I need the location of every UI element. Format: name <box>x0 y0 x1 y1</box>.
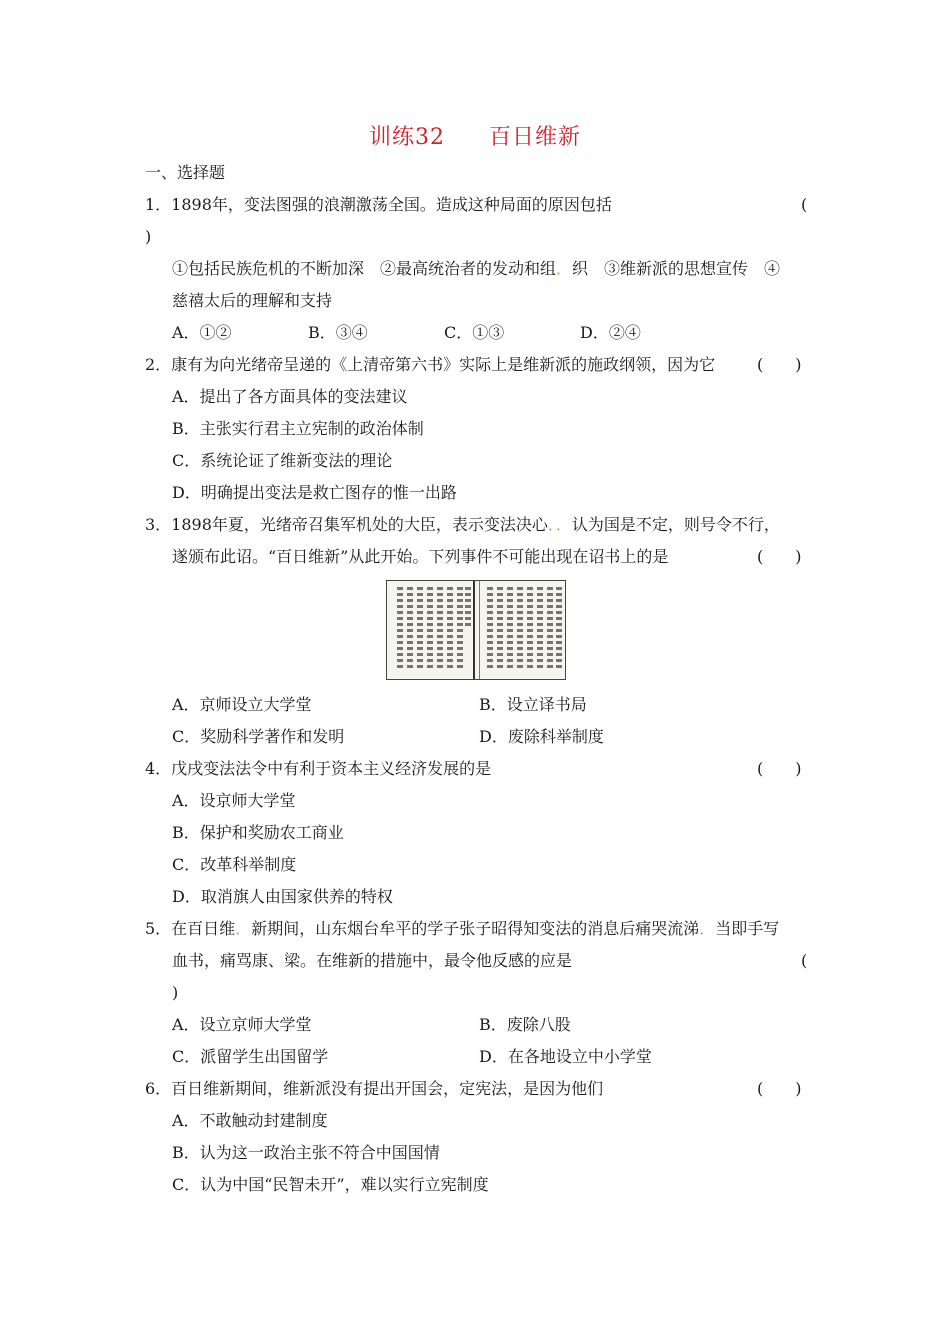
q1-option-b[interactable]: B．③④ <box>308 323 368 342</box>
q6-stem: 6．百日维新期间，维新派没有提出开国会，定宪法，是因为他们 <box>145 1079 604 1098</box>
q6-option-b[interactable]: B．认为这一政治主张不符合中国国情 <box>172 1143 440 1162</box>
title-topic: 百日维新 <box>488 125 581 150</box>
title-number: 训练32 <box>368 125 445 150</box>
q4-option-b[interactable]: B．保护和奖励农工商业 <box>172 823 344 842</box>
q4-paren: ( ) <box>757 759 802 778</box>
q3-paren: ( ) <box>757 547 802 566</box>
q5-option-b[interactable]: B．废除八股 <box>479 1015 571 1034</box>
ocr-mark: ．． <box>547 515 572 534</box>
q5-paren-close: ) <box>172 983 179 1002</box>
q3-option-a[interactable]: A．京师设立大学堂 <box>172 695 312 714</box>
q3-stem-line1: 3．1898年夏，光绪帝召集军机处的大臣，表示变法决心．．认为国是不定，则号令不行， <box>145 515 780 534</box>
q4-option-c[interactable]: C．改革科举制度 <box>172 855 297 874</box>
q1-option-d[interactable]: D．②④ <box>580 323 641 342</box>
q1-paren-open: ( <box>801 195 808 214</box>
q2-stem: 2．康有为向光绪帝呈递的《上清帝第六书》实际上是维新派的施政纲领，因为它 <box>145 355 716 374</box>
q2-option-c[interactable]: C．系统论证了维新变法的理论 <box>172 451 393 470</box>
q1-option-a[interactable]: A．①② <box>172 323 232 342</box>
q3-option-b[interactable]: B．设立译书局 <box>479 695 587 714</box>
q1-statement-4: 慈禧太后的理解和支持 <box>172 291 333 310</box>
q4-option-d[interactable]: D．取消旗人由国家供养的特权 <box>172 887 393 906</box>
q2-option-a[interactable]: A．提出了各方面具体的变法建议 <box>172 387 408 406</box>
q2-option-b[interactable]: B．主张实行君主立宪制的政治体制 <box>172 419 424 438</box>
q5-stem-line2: 血书，痛骂康、梁。在维新的措施中，最令他反感的应是 <box>172 951 573 970</box>
section-heading: 一、选择题 <box>145 163 226 182</box>
ocr-mark: ． <box>699 919 716 938</box>
q3-stem-line2: 遂颁布此诏。“百日维新”从此开始。下列事件不可能出现在诏书上的是 <box>172 547 669 566</box>
q5-option-d[interactable]: D．在各地设立中小学堂 <box>479 1047 652 1066</box>
q1-option-c[interactable]: C．①③ <box>444 323 505 342</box>
q2-paren: ( ) <box>757 355 802 374</box>
q6-option-c[interactable]: C．认为中国“民智未开”，难以实行立宪制度 <box>172 1175 489 1194</box>
q1-options <box>172 323 716 343</box>
q1-stem: 1．1898年，变法图强的浪潮激荡全国。造成这种局面的原因包括 <box>145 195 612 214</box>
ocr-mark: ． <box>235 919 252 938</box>
page-title <box>0 120 950 151</box>
q3-option-d[interactable]: D．废除科举制度 <box>479 727 604 746</box>
ocr-mark: ． <box>556 259 573 278</box>
q5-option-c[interactable]: C．派留学生出国留学 <box>172 1047 329 1066</box>
q5-option-a[interactable]: A．设立京师大学堂 <box>172 1015 312 1034</box>
q4-stem: 4．戊戌变法法令中有利于资本主义经济发展的是 <box>145 759 492 778</box>
q4-option-a[interactable]: A．设京师大学堂 <box>172 791 296 810</box>
q2-option-d[interactable]: D．明确提出变法是救亡图存的惟一出路 <box>172 483 457 502</box>
q5-stem-line1: 5．在百日维．新期间，山东烟台牟平的学子张子昭得知变法的消息后痛哭流涕．当即手写 <box>145 919 780 938</box>
q6-option-a[interactable]: A．不敢触动封建制度 <box>172 1111 328 1130</box>
q1-statements: ①包括民族危机的不断加深 ②最高统治者的发动和组．织 ③维新派的思想宣传 ④ <box>172 259 781 278</box>
edict-image <box>386 580 566 680</box>
q5-paren-open: ( <box>801 951 808 970</box>
q1-paren-close: ) <box>145 227 152 246</box>
q3-option-c[interactable]: C．奖励科学著作和发明 <box>172 727 345 746</box>
q6-paren: ( ) <box>757 1079 802 1098</box>
